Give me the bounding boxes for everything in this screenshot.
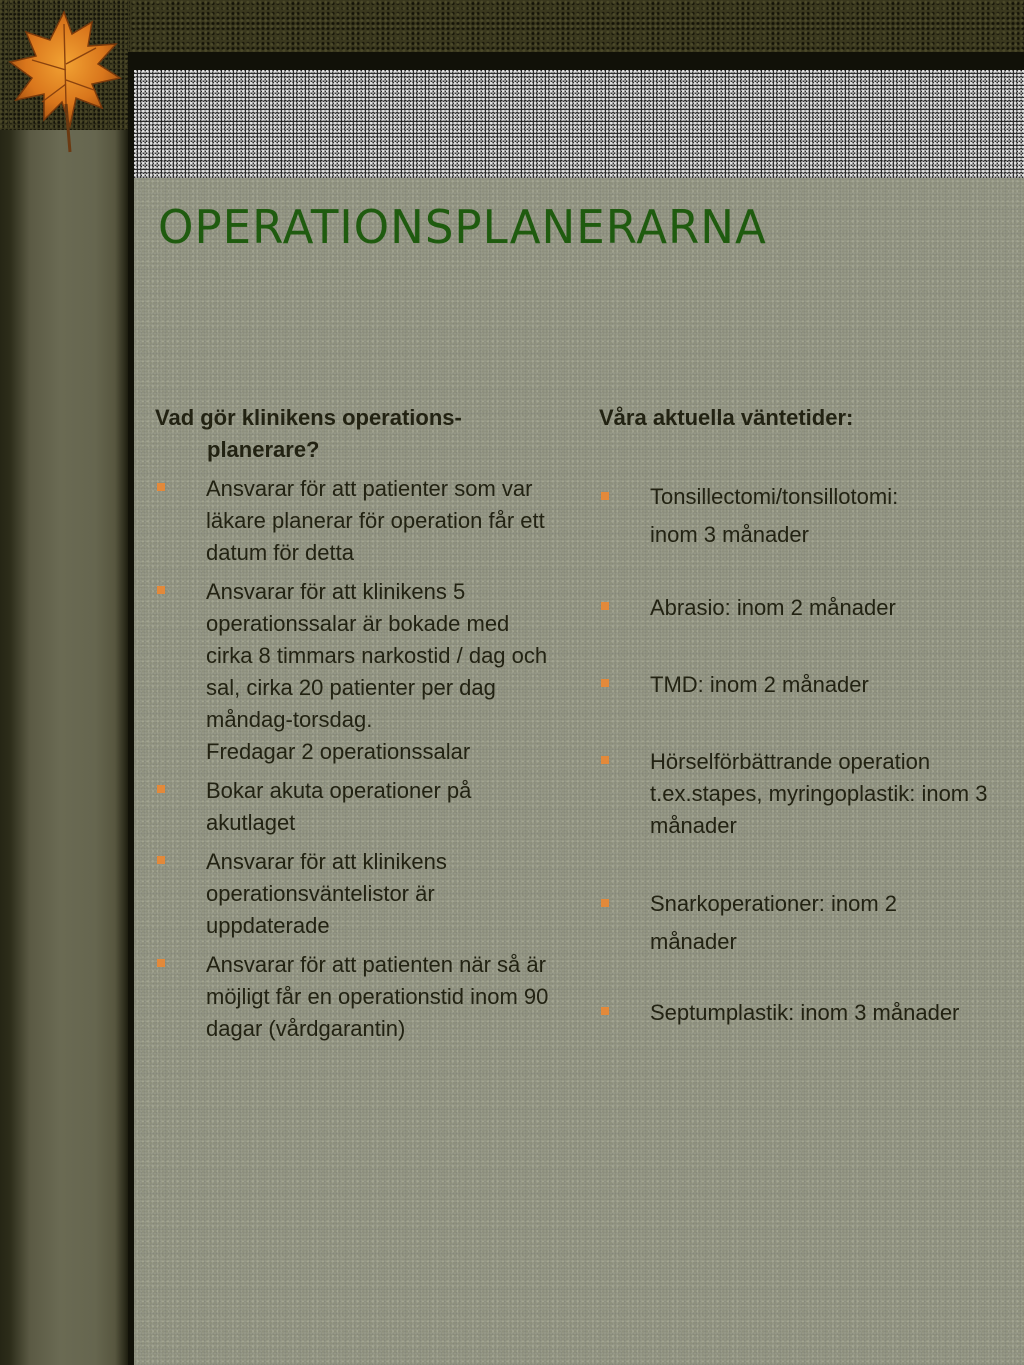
right-column-heading: Våra aktuella väntetider: [599, 405, 854, 430]
list-item [155, 775, 560, 839]
list-item [155, 949, 560, 1045]
square-bullet-icon [601, 492, 609, 500]
list-item-text: Bokar akuta operationer på akutlaget [206, 778, 472, 835]
list-item [155, 846, 560, 942]
list-item-text: Ansvarar för att patienten när så är möjligt får en operationstid inom 90 dagar (vårdgarantin) [206, 952, 549, 1041]
square-bullet-icon [157, 856, 165, 864]
background-left-bar [0, 130, 128, 1365]
list-item-text-line2: månader [650, 929, 737, 954]
list-item-text: Ansvarar för att klinikens operationsväntelistor är uppdaterade [206, 849, 447, 938]
left-column-heading: Vad gör klinikens operations-planerare? [155, 405, 462, 462]
square-bullet-icon [157, 483, 165, 491]
square-bullet-icon [601, 756, 609, 764]
list-item-text: Snarkoperationer: inom 2 [650, 891, 898, 916]
square-bullet-icon [601, 899, 609, 907]
list-item [599, 885, 999, 961]
left-column [155, 402, 560, 1045]
list-item-text: Tonsillectomi/tonsillotomi: [650, 484, 899, 509]
autumn-leaf-icon [4, 4, 124, 154]
list-item [599, 592, 999, 624]
list-item [599, 669, 999, 701]
square-bullet-icon [601, 679, 609, 687]
left-bullet-list [155, 473, 560, 1045]
list-item-text-line2: inom 3 månader [650, 522, 809, 547]
square-bullet-icon [157, 586, 165, 594]
square-bullet-icon [157, 959, 165, 967]
square-bullet-icon [601, 1007, 609, 1015]
list-item-text: Abrasio: inom 2 månader [650, 595, 896, 620]
list-item-text: Hörselförbättrande operation t.ex.stapes, myringoplastik: inom 3 månader [650, 749, 988, 838]
list-item-text-extra: Fredagar 2 operationssalar [206, 739, 471, 764]
right-bullet-list [599, 478, 999, 1029]
slide-title: OPERATIONSPLANERARNA [158, 200, 767, 254]
list-item [155, 576, 560, 768]
right-column [599, 402, 999, 1029]
list-item [599, 746, 999, 842]
slide-header-texture [134, 70, 1024, 178]
list-item-text: Septumplastik: inom 3 månader [650, 1000, 960, 1025]
square-bullet-icon [601, 602, 609, 610]
square-bullet-icon [157, 785, 165, 793]
list-item [599, 997, 999, 1029]
list-item [599, 478, 999, 554]
background-top-strip [0, 0, 1024, 52]
list-item-text: TMD: inom 2 månader [650, 672, 869, 697]
list-item-text: Ansvarar för att patienter som var läkare planerar för operation får ett datum för detta [206, 476, 545, 565]
list-item-text: Ansvarar för att klinikens 5 operationssalar är bokade med cirka 8 timmars narkostid / dag och sal, cirka 20 patienter per dag måndag-torsdag. [206, 579, 548, 732]
list-item [155, 473, 560, 569]
